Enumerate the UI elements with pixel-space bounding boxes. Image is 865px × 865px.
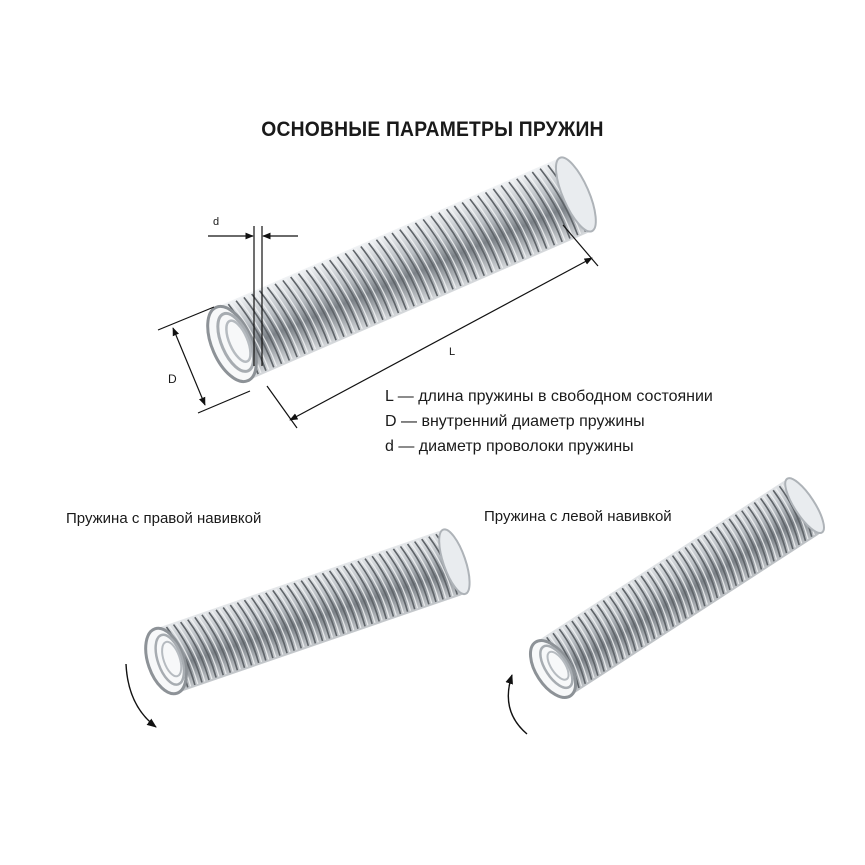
right-hand-spring-body bbox=[155, 530, 466, 694]
inner-diameter-label: D bbox=[168, 372, 177, 386]
counterclockwise-arrow-icon bbox=[508, 675, 527, 734]
legend-item-length: L — длина пружины в свободном состоянии bbox=[385, 388, 713, 405]
diameter-extension-top bbox=[158, 307, 214, 330]
length-label: L bbox=[449, 346, 456, 358]
legend bbox=[385, 384, 713, 459]
wire-diameter-label: d bbox=[213, 216, 220, 228]
length-extension-left bbox=[267, 386, 297, 428]
left-hand-caption: Пружина с левой навивкой bbox=[484, 508, 672, 525]
legend-item-wire: d — диаметр проволоки пружины bbox=[385, 438, 634, 455]
legend-item-diameter: D — внутренний диаметр пружины bbox=[385, 413, 645, 430]
page-title: ОСНОВНЫЕ ПАРАМЕТРЫ ПРУЖИН bbox=[261, 118, 604, 141]
diameter-extension-bottom bbox=[198, 391, 250, 413]
main-spring bbox=[198, 153, 604, 389]
right-hand-spring bbox=[138, 526, 476, 699]
right-hand-caption: Пружина с правой навивкой bbox=[66, 510, 262, 527]
diameter-arrow bbox=[173, 328, 205, 405]
